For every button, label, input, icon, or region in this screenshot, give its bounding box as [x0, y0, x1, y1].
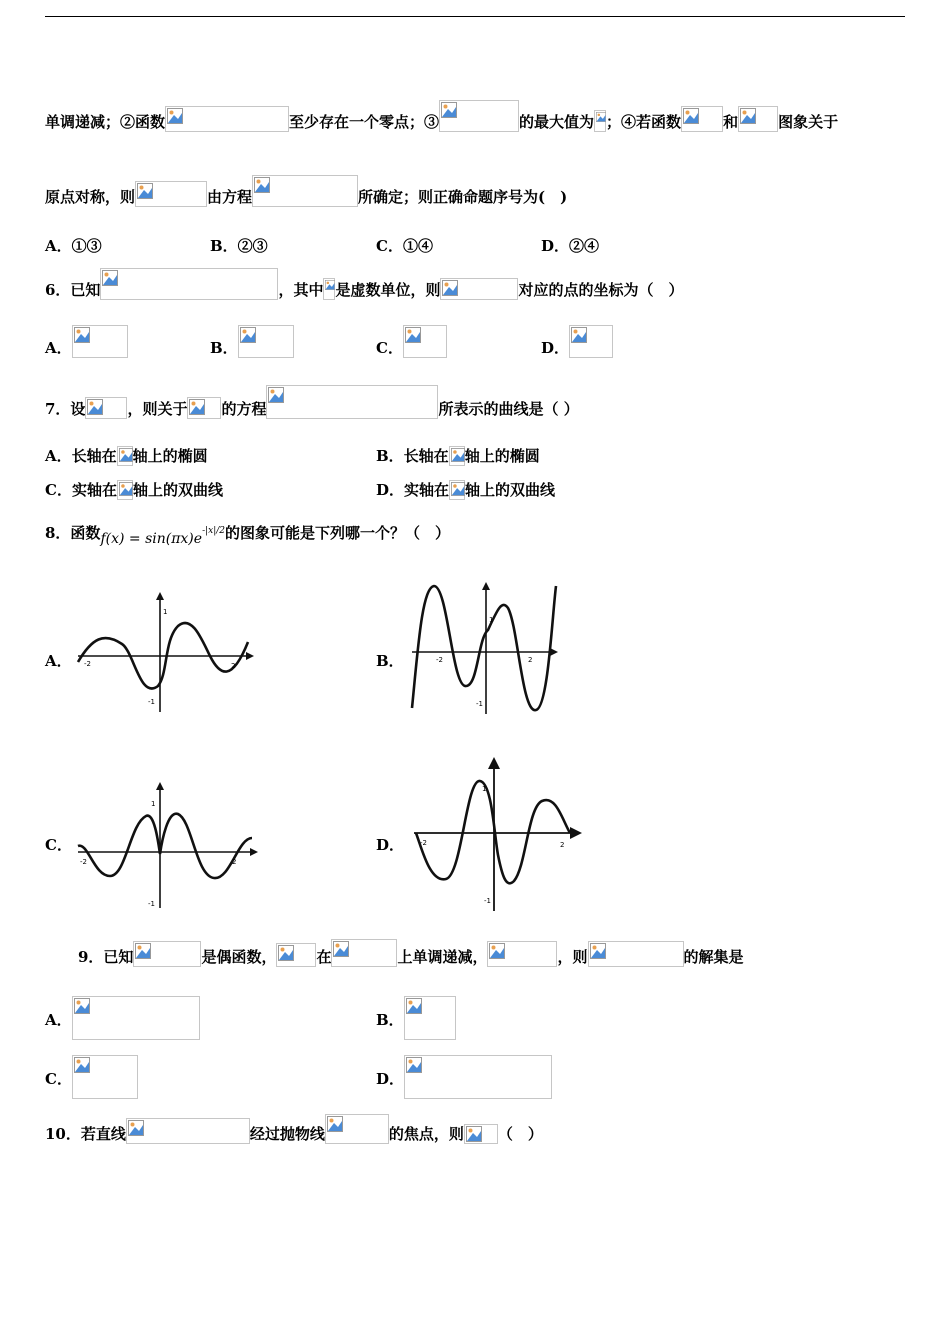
q5-line2 — [45, 175, 567, 207]
formula-image — [439, 100, 519, 132]
formula-image — [323, 278, 335, 300]
formula-image — [187, 397, 221, 419]
formula-image — [594, 110, 606, 132]
y-axis-arrow — [488, 757, 500, 769]
q8-option-c[interactable]: C． — [45, 836, 72, 854]
x-tick-right: 2 — [528, 656, 533, 664]
text: 的图象可能是下列哪一个？（ ） — [225, 524, 451, 542]
q6-stem — [45, 268, 683, 300]
y-tick-top: 1 — [163, 608, 168, 616]
x-tick-left: -2 — [80, 858, 87, 866]
formula-image — [331, 939, 397, 967]
q5-option-b[interactable]: B．②③ — [210, 237, 268, 255]
text: ，则关于 — [127, 400, 188, 418]
q8-stem — [45, 522, 451, 547]
x-axis-arrow — [570, 827, 582, 839]
q7-option-d[interactable]: D．实轴在 轴上的双曲线 — [376, 481, 556, 499]
text: 的焦点，则 — [388, 1125, 464, 1143]
formula-image — [135, 181, 207, 207]
formula-image — [464, 1124, 498, 1144]
formula-image — [440, 278, 518, 300]
formula-image — [276, 943, 316, 967]
q9-option-b[interactable]: B． — [376, 996, 456, 1040]
x-axis-arrow — [246, 652, 254, 660]
text: 8．函数 — [45, 524, 101, 542]
q6-option-c[interactable]: C． — [376, 325, 447, 358]
x-tick-right: 2 — [560, 841, 565, 849]
text: 的最大值为 — [519, 113, 595, 131]
text: 上单调递减， — [397, 948, 488, 966]
header-rule — [45, 16, 905, 17]
text: 6．已知 — [45, 281, 101, 299]
q9-stem — [78, 939, 744, 967]
text: ；④若函数 — [606, 113, 682, 131]
y-axis-arrow — [482, 582, 490, 590]
formula-image — [325, 1114, 389, 1144]
formula-image — [126, 1118, 250, 1144]
curve-b — [412, 586, 556, 710]
q6-option-a[interactable]: A． — [45, 325, 128, 358]
graph-option-b[interactable] — [408, 578, 560, 718]
text: 由方程 — [207, 188, 253, 206]
formula-image — [165, 106, 289, 132]
q5-line1 — [45, 100, 838, 132]
q8-option-d[interactable]: D． — [376, 836, 405, 854]
text: 的解集是 — [683, 948, 744, 966]
y-axis-arrow — [156, 592, 164, 600]
q7-option-b[interactable]: B．长轴在 轴上的椭圆 — [376, 447, 540, 465]
x-tick-right: 2 — [231, 662, 236, 670]
y-tick-bottom: -1 — [476, 700, 483, 708]
text: 图象关于 — [778, 113, 839, 131]
q10-stem — [45, 1114, 543, 1144]
y-tick-top: 1 — [151, 800, 156, 808]
q9-option-c[interactable]: C． — [45, 1055, 138, 1099]
y-tick-bottom: -1 — [484, 897, 491, 905]
x-tick-right: 2 — [232, 858, 237, 866]
y-tick-bottom: -1 — [148, 900, 155, 908]
x-tick-left: -2 — [420, 839, 427, 847]
x-tick-left: -2 — [436, 656, 443, 664]
text: 对应的点的坐标为（ ） — [518, 281, 684, 299]
formula-image — [252, 175, 358, 207]
text: 经过抛物线 — [249, 1125, 325, 1143]
q7-option-a[interactable]: A．长轴在 轴上的椭圆 — [45, 447, 208, 465]
q6-option-d[interactable]: D． — [541, 325, 613, 358]
q9-option-d[interactable]: D． — [376, 1055, 552, 1099]
q8-option-b[interactable]: B． — [376, 652, 404, 670]
formula-image — [681, 106, 723, 132]
text: 单调递减；②函数 — [45, 113, 166, 131]
function-formula: $f(x) = \sin(\pi x)e^{-|x|/2}$ — [100, 526, 226, 547]
curve-c — [78, 814, 252, 878]
y-tick-top: 1 — [489, 616, 494, 624]
x-axis-arrow — [250, 848, 258, 856]
text: 9．已知 — [78, 948, 134, 966]
formula-image — [266, 385, 438, 419]
formula-image — [85, 397, 127, 419]
text: （ ） — [497, 1125, 543, 1143]
formula-image — [100, 268, 278, 300]
text: ，则 — [557, 948, 588, 966]
graph-option-d[interactable] — [410, 755, 584, 915]
q7-option-c[interactable]: C．实轴在 轴上的双曲线 — [45, 481, 223, 499]
graph-option-c[interactable] — [74, 780, 260, 912]
text: 所确定；则正确命题序号为( ) — [358, 188, 568, 206]
formula-image — [588, 941, 684, 967]
text: ，其中 — [278, 281, 324, 299]
text: 至少存在一个零点；③ — [289, 113, 440, 131]
q5-option-d[interactable]: D．②④ — [541, 237, 600, 255]
x-tick-left: -2 — [84, 660, 91, 668]
text: 原点对称，则 — [45, 188, 136, 206]
graph-option-a[interactable] — [74, 590, 256, 716]
text: 所表示的曲线是（ ） — [438, 400, 579, 418]
q8-option-a[interactable]: A． — [45, 652, 72, 670]
text: 7．设 — [45, 400, 86, 418]
text: 在 — [316, 948, 332, 966]
text: 的方程 — [221, 400, 267, 418]
y-tick-bottom: -1 — [148, 698, 155, 706]
formula-image — [133, 941, 201, 967]
q7-stem — [45, 385, 579, 419]
q9-option-a[interactable]: A． — [45, 996, 200, 1040]
text: 10．若直线 — [45, 1125, 126, 1143]
text: 是虚数单位，则 — [335, 281, 441, 299]
text: 是偶函数， — [201, 948, 277, 966]
q6-option-b[interactable]: B． — [210, 325, 294, 358]
text: 和 — [723, 113, 739, 131]
formula-image — [487, 941, 557, 967]
q5-option-c[interactable]: C．①④ — [376, 237, 433, 255]
q5-option-a[interactable]: A．①③ — [45, 237, 102, 255]
formula-image — [738, 106, 778, 132]
y-axis-arrow — [156, 782, 164, 790]
y-tick-top: 1 — [482, 785, 487, 793]
